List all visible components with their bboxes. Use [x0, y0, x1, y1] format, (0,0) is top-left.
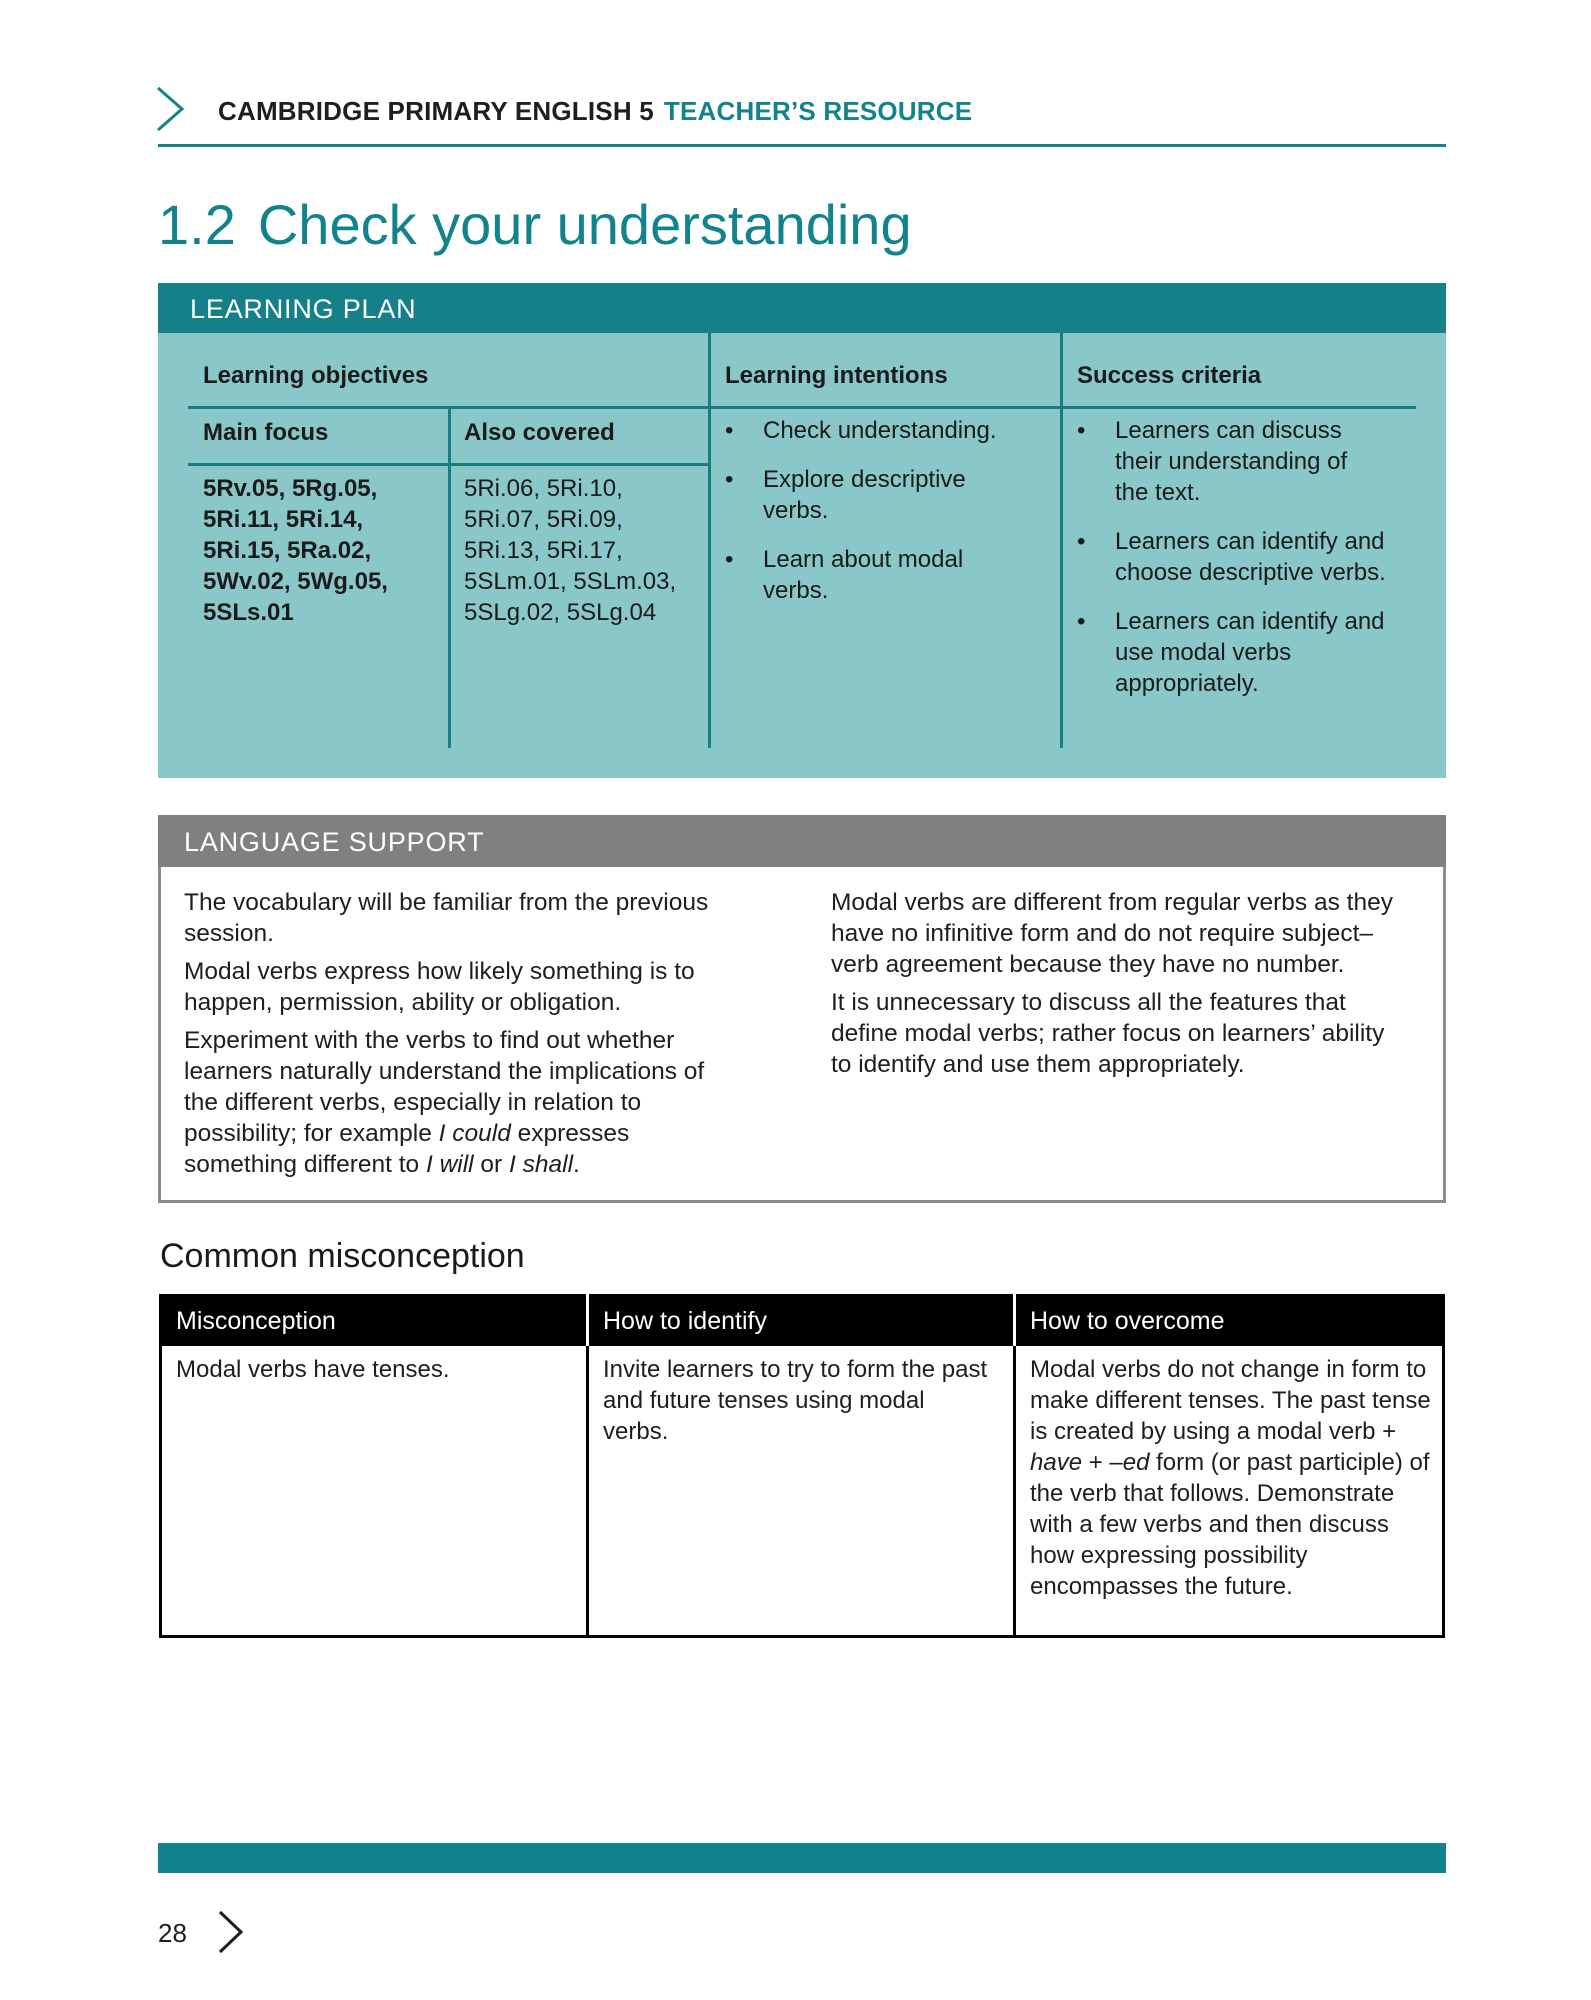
- code-line: 5SLg.02, 5SLg.04: [464, 599, 657, 626]
- intentions-list: [725, 415, 1025, 624]
- running-header: [218, 96, 972, 127]
- list-item: • Learners can identify and use modal verbs appropriately.: [1077, 606, 1387, 699]
- overcome-cell: Modal verbs do not change in form to make different tenses. The past tense is created by using a modal verb + have + –ed form (or past participle) of the verb that follows. Demonstrate with a few verbs and then discuss how expressing possibility encompasses the future.: [1030, 1356, 1431, 1600]
- col-overcome: How to overcome: [1030, 1307, 1225, 1335]
- book-title: CAMBRIDGE PRIMARY ENGLISH 5: [218, 96, 654, 126]
- main-focus-codes: [203, 473, 388, 628]
- code-line: 5Wv.02, 5Wg.05,: [203, 568, 388, 595]
- list-item: • Explore descriptive verbs.: [725, 464, 1025, 526]
- language-support-left: [184, 887, 724, 1187]
- chevron-right-icon: [215, 1908, 245, 1956]
- code-line: 5SLs.01: [203, 599, 294, 626]
- header-divider: [1013, 1294, 1016, 1346]
- code-line: 5Ri.06, 5Ri.10,: [464, 475, 623, 502]
- code-line: 5Ri.11, 5Ri.14,: [203, 506, 364, 533]
- learning-plan-table: [158, 333, 1446, 778]
- code-line: 5Ri.15, 5Ra.02,: [203, 537, 372, 564]
- language-support-right: [831, 887, 1401, 1087]
- table-divider: [1060, 333, 1063, 748]
- paragraph: The vocabulary will be familiar from the previous session.: [184, 889, 709, 947]
- also-covered-codes: [464, 473, 676, 628]
- language-support-label: LANGUAGE SUPPORT: [184, 827, 485, 857]
- misconception-title: Common misconception: [160, 1237, 525, 1275]
- main-focus-heading: Main focus: [203, 419, 329, 446]
- footer-bar: [158, 1843, 1446, 1873]
- header-rule: [158, 144, 1446, 147]
- code-line: 5SLm.01, 5SLm.03,: [464, 568, 677, 595]
- list-item: • Check understanding.: [725, 415, 1025, 446]
- page-title: [158, 192, 912, 257]
- chevron-right-icon: [152, 85, 188, 133]
- col-misconception: Misconception: [176, 1307, 336, 1335]
- list-item: • Learners can discuss their understanding of the text.: [1077, 415, 1387, 508]
- paragraph: Modal verbs express how likely something is to happen, permission, ability or obligation.: [184, 958, 695, 1016]
- code-line: 5Rv.05, 5Rg.05,: [203, 475, 378, 502]
- misconception-header-row: [159, 1294, 1445, 1346]
- misconception-cell: Modal verbs have tenses.: [176, 1356, 450, 1383]
- intentions-heading: Learning intentions: [725, 362, 948, 389]
- col-identify: How to identify: [603, 1307, 767, 1335]
- table-divider: [708, 333, 711, 748]
- code-line: 5Ri.13, 5Ri.17,: [464, 537, 623, 564]
- page-number: 28: [158, 1918, 187, 1948]
- resource-label: TEACHER’S RESOURCE: [663, 96, 973, 126]
- table-divider: [448, 406, 451, 748]
- learning-plan-bar: [158, 283, 1446, 333]
- paragraph: It is unnecessary to discuss all the features that define modal verbs; rather focus on learners’ ability to identify and use them appropriately.: [831, 989, 1385, 1078]
- list-item: • Learn about modal verbs.: [725, 544, 1025, 606]
- table-rule: [188, 406, 1416, 409]
- language-support-bar: [158, 815, 1446, 867]
- also-covered-heading: Also covered: [464, 419, 615, 446]
- learning-plan-label: LEARNING PLAN: [190, 294, 417, 324]
- criteria-heading: Success criteria: [1077, 362, 1262, 389]
- objectives-heading: Learning objectives: [203, 362, 429, 389]
- identify-cell: Invite learners to try to form the past and future tenses using modal verbs.: [603, 1356, 988, 1445]
- code-line: 5Ri.07, 5Ri.09,: [464, 506, 623, 533]
- paragraph: Experiment with the verbs to find out whether learners naturally understand the implications of the different verbs, especially in relation to possibility; for example I could expresses something different to I will or I shall.: [184, 1027, 705, 1178]
- section-number: 1.2: [158, 193, 236, 256]
- header-divider: [586, 1294, 589, 1346]
- section-title: Check your understanding: [257, 193, 912, 256]
- paragraph: Modal verbs are different from regular verbs as they have no infinitive form and do not require subject–verb agreement because they have no number.: [831, 889, 1393, 978]
- criteria-list: [1077, 415, 1387, 717]
- list-item: • Learners can identify and choose descriptive verbs.: [1077, 526, 1387, 588]
